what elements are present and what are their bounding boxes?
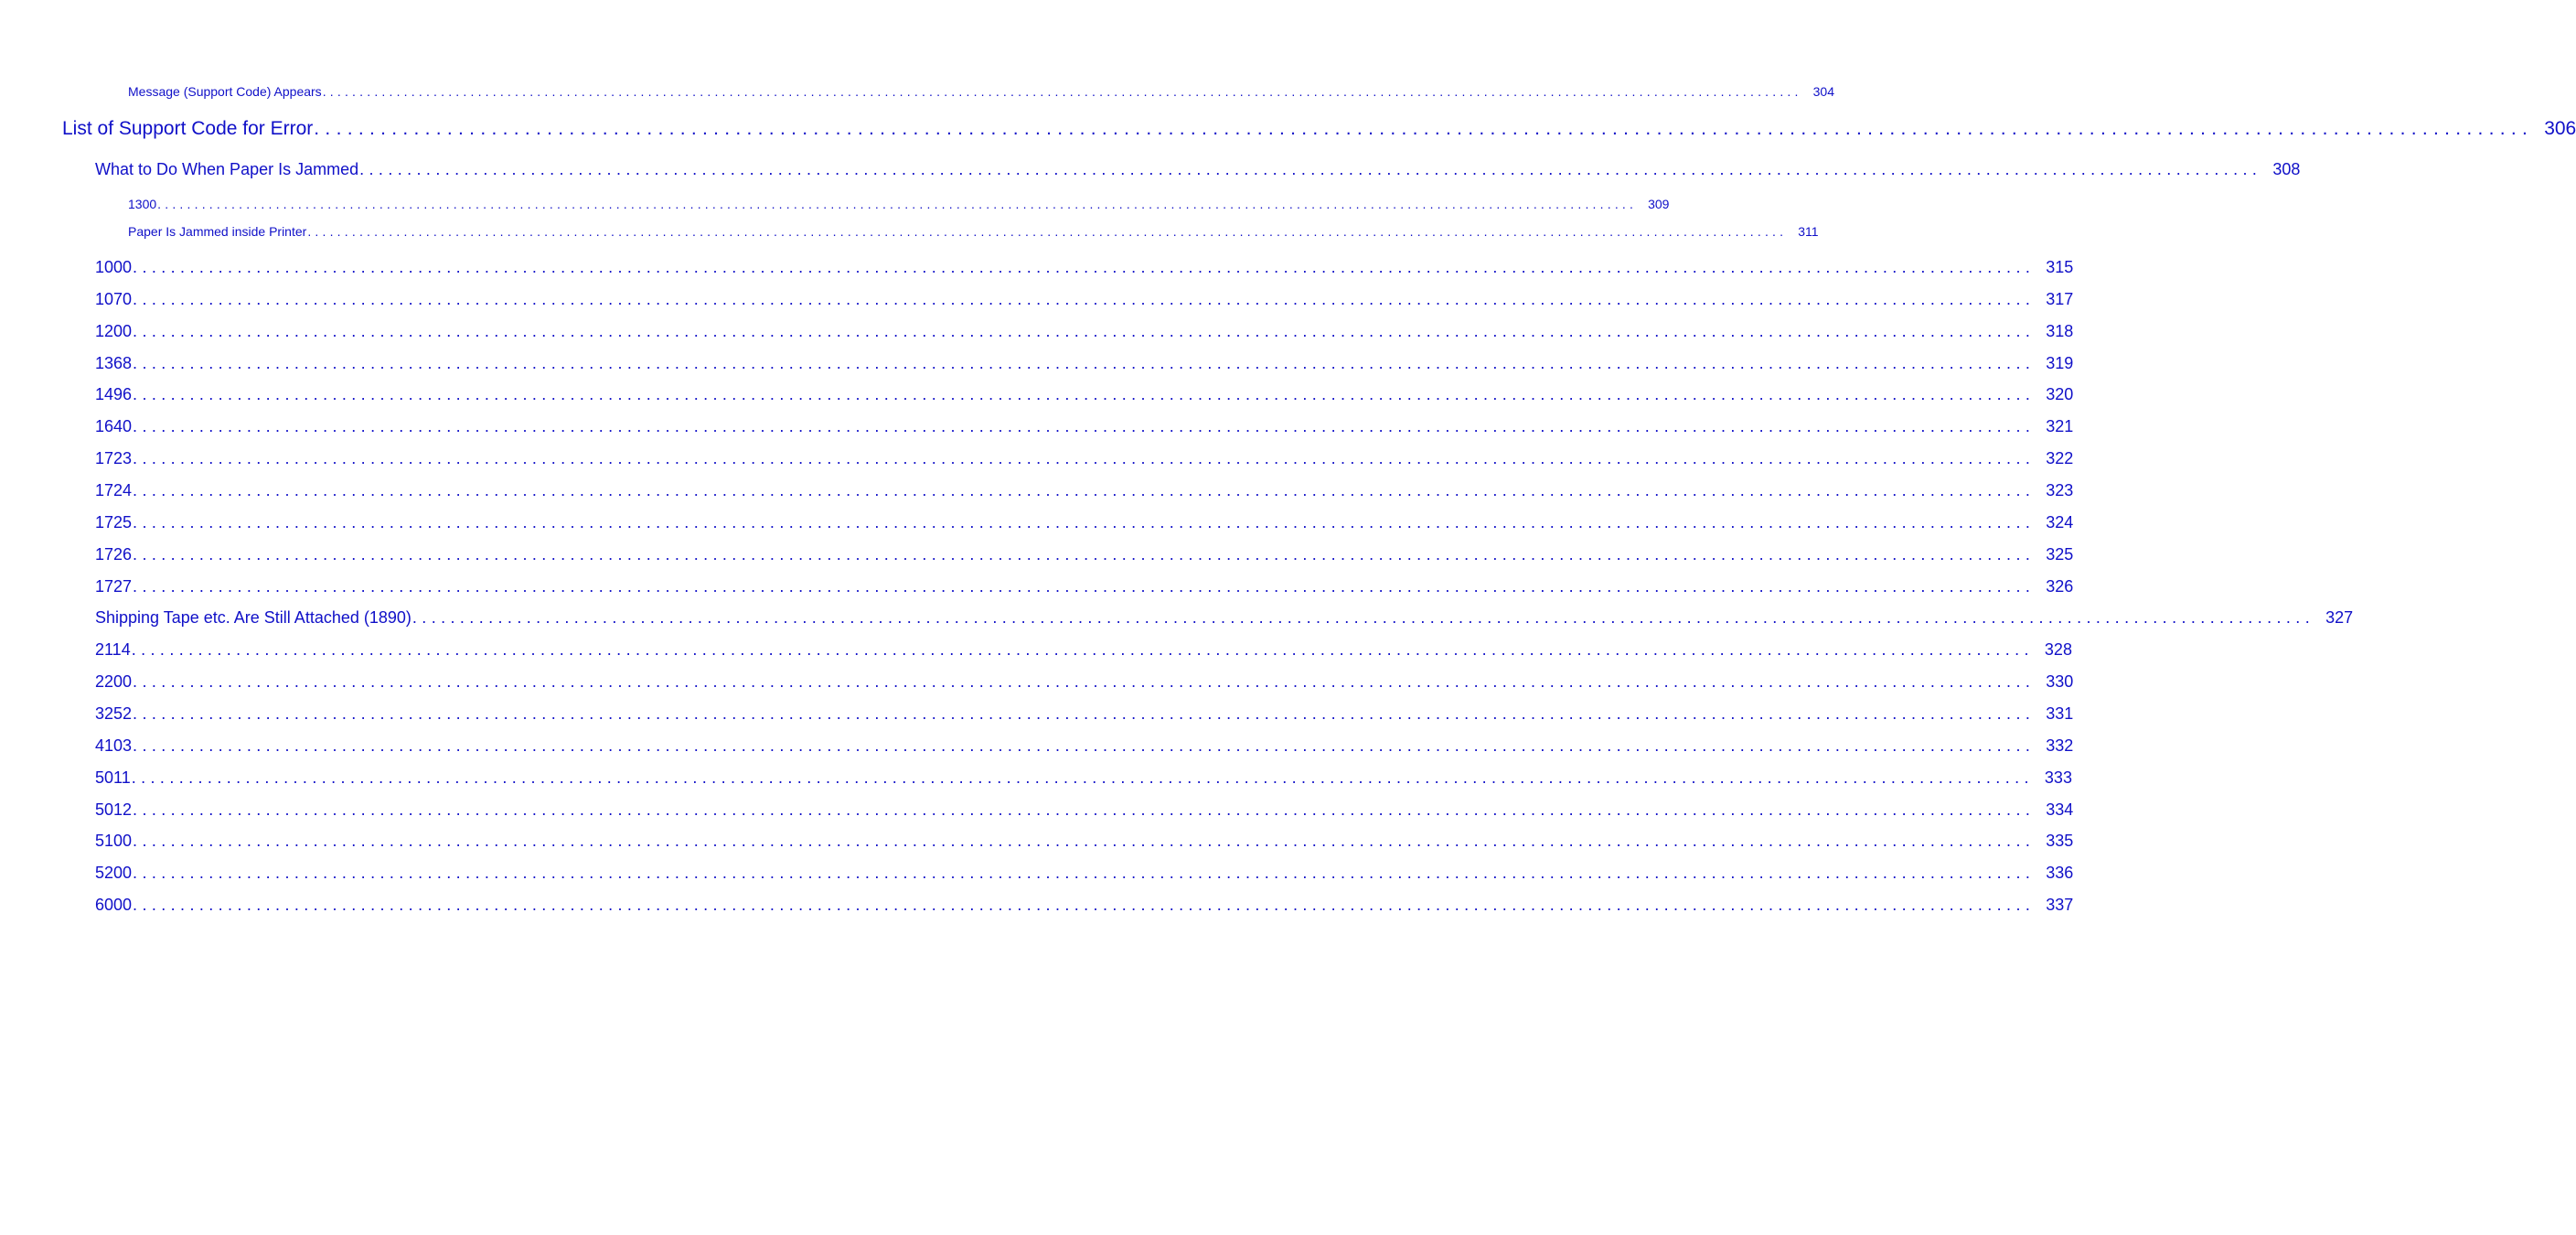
dot-leader: ........................................................................................................................................................................................................ xyxy=(133,704,2036,723)
dot-leader: ........................................................................................................................................................................................................ xyxy=(133,385,2036,403)
toc-entry-title: 4103 xyxy=(95,736,133,755)
toc-entry-1727[interactable] xyxy=(95,577,2074,596)
toc-entry-page: 331 xyxy=(2046,704,2074,723)
toc-entry-message-support-code[interactable] xyxy=(128,84,1834,99)
dot-leader: ........................................................................................................................................................................................................ xyxy=(133,864,2036,882)
dot-leader: ........................................................................................................................................................................................................ xyxy=(133,896,2036,914)
dot-leader: ........................................................................................................................................................................................................ xyxy=(322,84,1802,99)
toc-entry-page: 335 xyxy=(2046,832,2074,850)
toc-entry-page: 321 xyxy=(2046,417,2074,435)
toc-entry-title: 1725 xyxy=(95,513,133,532)
toc-entry-title: 3252 xyxy=(95,704,133,723)
dot-leader: ........................................................................................................................................................................................................ xyxy=(133,322,2036,340)
dot-leader: ........................................................................................................................................................................................................ xyxy=(133,417,2036,435)
toc-entry-1724[interactable] xyxy=(95,481,2074,500)
toc-entry-5011[interactable] xyxy=(95,768,2072,788)
toc-entry-page: 315 xyxy=(2046,258,2074,276)
toc-entry-page: 332 xyxy=(2046,736,2074,755)
toc-entry-page: 318 xyxy=(2046,322,2074,340)
toc-entry-title: 1496 xyxy=(95,385,133,403)
toc-entry-page: 326 xyxy=(2046,577,2074,596)
toc-entry-page: 304 xyxy=(1812,84,1834,99)
toc-entry-paper-jammed[interactable] xyxy=(95,160,2301,179)
toc-entry-title: List of Support Code for Error xyxy=(62,118,314,139)
toc-entry-title: Paper Is Jammed inside Printer xyxy=(128,224,307,239)
dot-leader: ........................................................................................................................................................................................................ xyxy=(314,118,2534,139)
toc-entry-page: 309 xyxy=(1648,197,1670,211)
toc-entry-page: 333 xyxy=(2044,768,2072,787)
toc-entry-5200[interactable] xyxy=(95,864,2074,883)
toc-entry-5012[interactable] xyxy=(95,800,2074,820)
dot-leader: ........................................................................................................................................................................................................ xyxy=(307,224,1788,239)
dot-leader: ........................................................................................................................................................................................................ xyxy=(133,832,2036,850)
dot-leader: ........................................................................................................................................................................................................ xyxy=(133,672,2036,691)
dot-leader: ........................................................................................................................................................................................................ xyxy=(131,640,2034,659)
toc-entry-page: 325 xyxy=(2046,545,2074,564)
toc-entry-page: 323 xyxy=(2046,481,2074,499)
toc-entry-title: 1640 xyxy=(95,417,133,435)
toc-entry-2200[interactable] xyxy=(95,672,2074,692)
toc-entry-list-support-code[interactable] xyxy=(62,118,2576,140)
dot-leader: ........................................................................................................................................................................................................ xyxy=(131,768,2034,787)
toc-entry-title: 1724 xyxy=(95,481,133,499)
toc-entry-title: Shipping Tape etc. Are Still Attached (1890) xyxy=(95,608,412,627)
toc-entry-page: 334 xyxy=(2046,800,2074,819)
toc-entry-page: 306 xyxy=(2544,118,2576,139)
toc-entry-title: 1200 xyxy=(95,322,133,340)
toc-entry-page: 319 xyxy=(2046,354,2074,372)
toc-entry-page: 317 xyxy=(2046,290,2074,308)
toc-entry-page: 328 xyxy=(2044,640,2072,659)
toc-entry-page: 308 xyxy=(2272,160,2301,178)
toc-entry-title: 1300 xyxy=(128,197,157,211)
toc-entry-title: 1070 xyxy=(95,290,133,308)
toc-entry-page: 327 xyxy=(2325,608,2354,627)
toc-entry-title: 2200 xyxy=(95,672,133,691)
toc-entry-shipping-tape[interactable] xyxy=(95,608,2354,628)
toc-entry-title: What to Do When Paper Is Jammed xyxy=(95,160,359,178)
toc-entry-1496[interactable] xyxy=(95,385,2074,404)
toc-entry-title: 1000 xyxy=(95,258,133,276)
toc-entry-2114[interactable] xyxy=(95,640,2072,660)
toc-entry-title: 1723 xyxy=(95,449,133,467)
dot-leader: ........................................................................................................................................................................................................ xyxy=(133,545,2036,564)
toc-entry-title: 6000 xyxy=(95,896,133,914)
toc-entry-3252[interactable] xyxy=(95,704,2074,724)
toc-entry-1000[interactable] xyxy=(95,258,2074,277)
toc-entry-page: 320 xyxy=(2046,385,2074,403)
dot-leader: ........................................................................................................................................................................................................ xyxy=(133,577,2036,596)
toc-entry-title: 2114 xyxy=(95,640,131,659)
toc-entry-title: 5012 xyxy=(95,800,133,819)
toc-entry-4103[interactable] xyxy=(95,736,2074,756)
dot-leader: ........................................................................................................................................................................................................ xyxy=(133,290,2036,308)
dot-leader: ........................................................................................................................................................................................................ xyxy=(157,197,1638,211)
toc-entry-page: 337 xyxy=(2046,896,2074,914)
toc-entry-page: 336 xyxy=(2046,864,2074,882)
toc-entry-1726[interactable] xyxy=(95,545,2074,564)
toc-entry-6000[interactable] xyxy=(95,896,2074,915)
dot-leader: ........................................................................................................................................................................................................ xyxy=(412,608,2315,627)
toc-entry-1070[interactable] xyxy=(95,290,2074,309)
toc-entry-title: 1727 xyxy=(95,577,133,596)
toc-entry-5100[interactable] xyxy=(95,832,2074,851)
dot-leader: ........................................................................................................................................................................................................ xyxy=(359,160,2262,178)
toc-entry-1200[interactable] xyxy=(95,322,2074,341)
toc-entry-page: 330 xyxy=(2046,672,2074,691)
toc-entry-jammed-inside[interactable] xyxy=(128,224,1819,239)
toc-entry-page: 322 xyxy=(2046,449,2074,467)
toc-entry-1300[interactable] xyxy=(128,197,1670,211)
toc-entry-title: 5011 xyxy=(95,768,131,787)
toc-entry-1640[interactable] xyxy=(95,417,2074,436)
toc-entry-page: 311 xyxy=(1798,224,1819,239)
toc-entry-title: 5200 xyxy=(95,864,133,882)
toc-entry-1723[interactable] xyxy=(95,449,2074,468)
dot-leader: ........................................................................................................................................................................................................ xyxy=(133,449,2036,467)
dot-leader: ........................................................................................................................................................................................................ xyxy=(133,354,2036,372)
toc-entry-page: 324 xyxy=(2046,513,2074,532)
toc-entry-1725[interactable] xyxy=(95,513,2074,532)
dot-leader: ........................................................................................................................................................................................................ xyxy=(133,736,2036,755)
dot-leader: ........................................................................................................................................................................................................ xyxy=(133,481,2036,499)
toc-entry-title: Message (Support Code) Appears xyxy=(128,84,322,99)
toc-entry-title: 5100 xyxy=(95,832,133,850)
dot-leader: ........................................................................................................................................................................................................ xyxy=(133,258,2036,276)
dot-leader: ........................................................................................................................................................................................................ xyxy=(133,800,2036,819)
dot-leader: ........................................................................................................................................................................................................ xyxy=(133,513,2036,532)
toc-entry-title: 1368 xyxy=(95,354,133,372)
toc-entry-1368[interactable] xyxy=(95,354,2074,373)
toc-entry-title: 1726 xyxy=(95,545,133,564)
